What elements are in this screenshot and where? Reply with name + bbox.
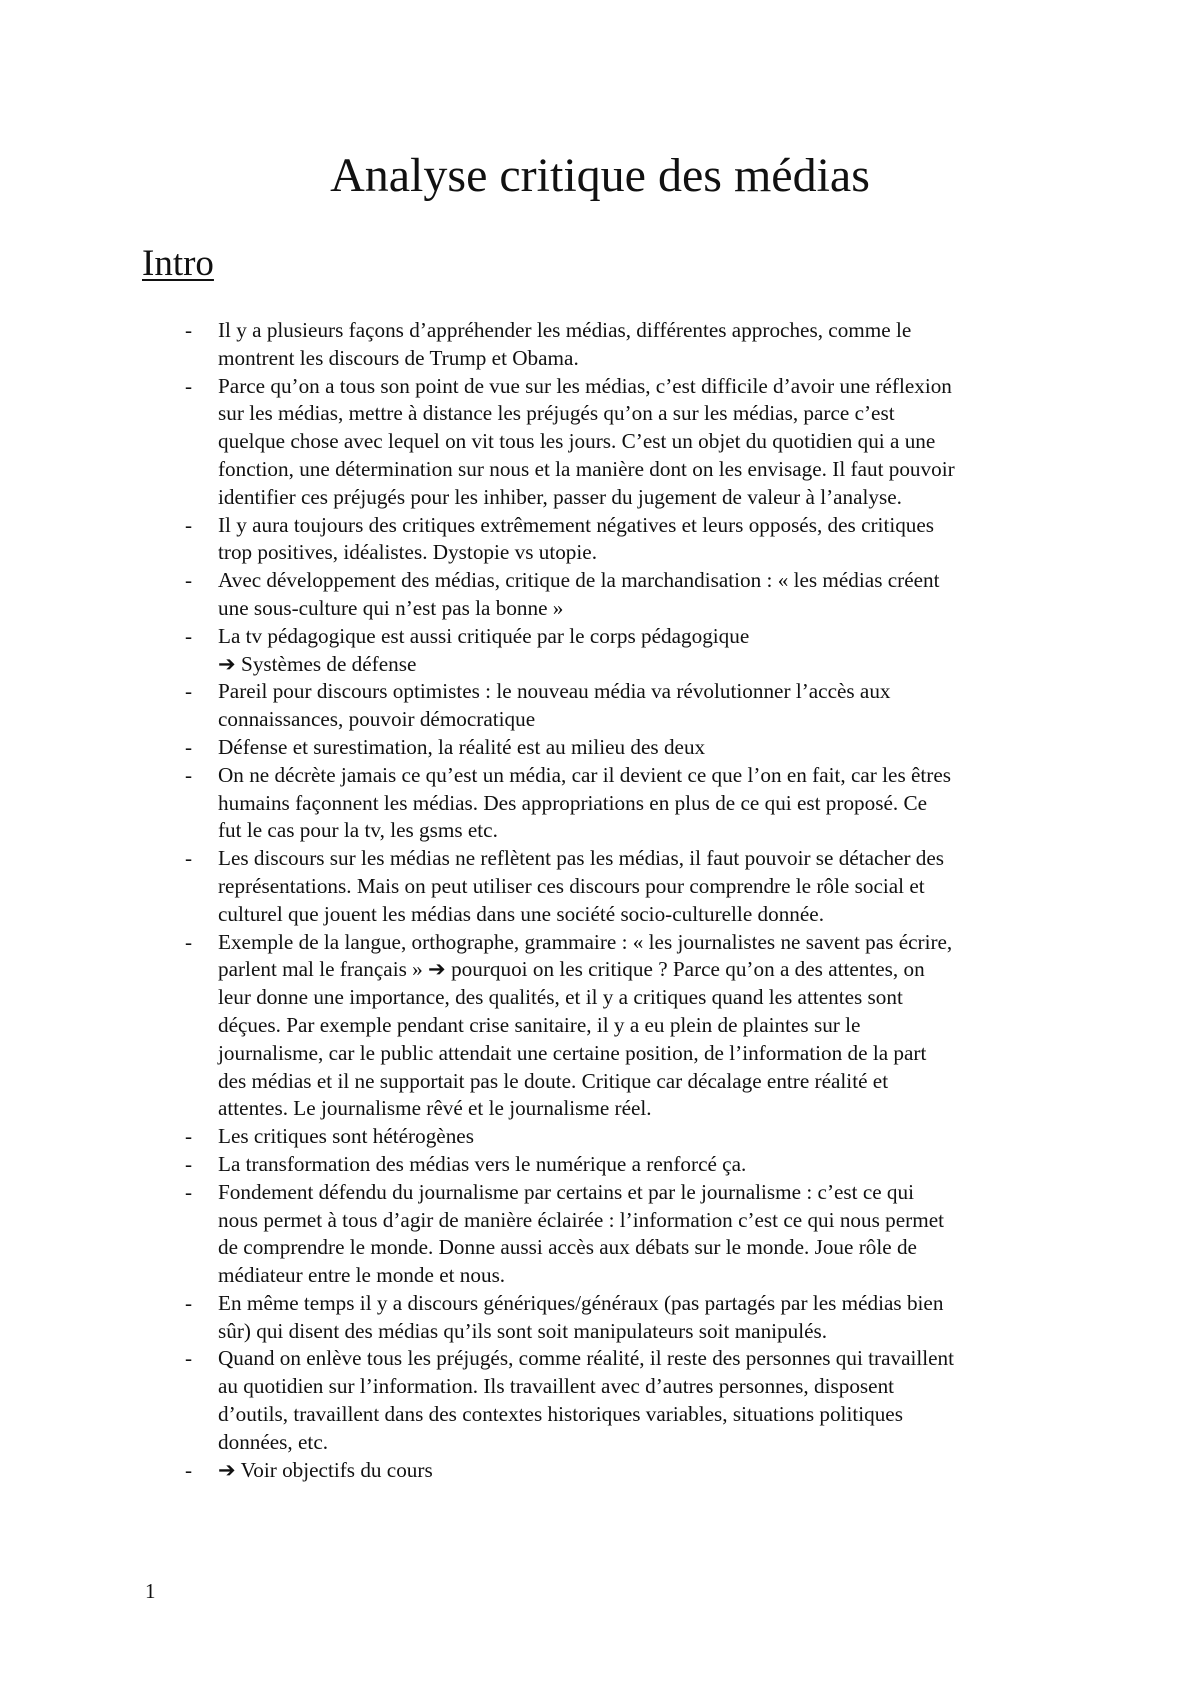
- bullet-line: La transformation des médias vers le numérique a renforcé ça.: [218, 1151, 747, 1176]
- bullet-line: nous permet à tous d’agir de manière éclairée : l’information c’est ce qui nous permet: [218, 1207, 944, 1232]
- bullet-line: Parce qu’on a tous son point de vue sur les médias, c’est difficile d’avoir une réflexion: [218, 373, 952, 398]
- bullet-dash: -: [185, 1151, 193, 1176]
- bullet-line: Pareil pour discours optimistes : le nouveau média va révolutionner l’accès aux: [218, 679, 891, 704]
- bullet-dash: -: [185, 929, 193, 954]
- bullet-dash: -: [185, 1457, 193, 1482]
- bullet-line: On ne décrète jamais ce qu’est un média, car il devient ce que l’on en fait, car les êtres: [218, 762, 951, 787]
- page-title: Analyse critique des médias: [330, 149, 870, 202]
- bullet-line: fut le cas pour la tv, les gsms etc.: [218, 818, 498, 843]
- list-item: [0, 1151, 1080, 1179]
- list-item: [0, 317, 1080, 373]
- bullet-line: En même temps il y a discours génériques/généraux (pas partagés par les médias bien: [218, 1290, 944, 1315]
- bullet-dash: -: [185, 762, 193, 787]
- bullet-dash: -: [185, 373, 193, 398]
- list-item: [0, 1290, 1080, 1346]
- bullet-dash: -: [185, 679, 193, 704]
- bullet-dash: -: [185, 623, 193, 648]
- bullet-line: Il y aura toujours des critiques extrêmement négatives et leurs opposés, des critiques: [218, 512, 935, 537]
- bullet-line: parlent mal le français » ➔ pourquoi on les critique ? Parce qu’on a des attentes, on: [218, 957, 925, 982]
- bullet-line: données, etc.: [218, 1429, 329, 1454]
- bullet-line: Défense et surestimation, la réalité est au milieu des deux: [218, 734, 706, 759]
- bullet-line: Quand on enlève tous les préjugés, comme réalité, il reste des personnes qui travaillent: [218, 1346, 955, 1371]
- list-item: [0, 512, 1080, 568]
- list-item: [0, 1457, 1080, 1485]
- list-item: [0, 623, 1080, 679]
- bullet-line: montrent les discours de Trump et Obama.: [218, 345, 579, 370]
- list-item: [0, 929, 1080, 1124]
- bullet-line: La tv pédagogique est aussi critiquée par le corps pédagogique: [218, 623, 750, 648]
- page-number: 1: [145, 1579, 156, 1603]
- list-item: [0, 734, 1080, 762]
- list-item: [0, 1179, 1080, 1290]
- bullet-dash: -: [185, 846, 193, 871]
- bullet-line: trop positives, idéalistes. Dystopie vs utopie.: [218, 540, 597, 565]
- bullet-line: Fondement défendu du journalisme par certains et par le journalisme : c’est ce qui: [218, 1179, 915, 1204]
- bullet-line: fonction, une détermination sur nous et la manière dont on les envisage. Il faut pouvoir: [218, 456, 955, 481]
- bullet-line: journalisme, car le public attendait une certaine position, de l’information de la part: [218, 1040, 927, 1065]
- bullet-line: ➔ Voir objectifs du cours: [218, 1457, 433, 1482]
- bullet-line: au quotidien sur l’information. Ils travaillent avec d’autres personnes, disposent: [218, 1374, 895, 1399]
- bullet-dash: -: [185, 1179, 193, 1204]
- bullet-line: sur les médias, mettre à distance les préjugés qu’on a sur les médias, parce c’est: [218, 401, 895, 426]
- bullet-dash: -: [185, 1346, 193, 1371]
- bullet-line: Les discours sur les médias ne reflètent pas les médias, il faut pouvoir se détacher des: [218, 846, 945, 871]
- bullet-line: d’outils, travaillent dans des contextes historiques variables, situations politiques: [218, 1402, 903, 1427]
- bullet-line: identifier ces préjugés pour les inhiber, passer du jugement de valeur à l’analyse.: [218, 484, 902, 509]
- bullet-line: Avec développement des médias, critique de la marchandisation : « les médias créent: [218, 568, 940, 593]
- bullet-dash: -: [185, 1124, 193, 1149]
- list-item: [0, 1123, 1080, 1151]
- bullet-line: Il y a plusieurs façons d’appréhender les médias, différentes approches, comme le: [218, 318, 912, 342]
- bullet-line: Exemple de la langue, orthographe, grammaire : « les journalistes ne savent pas écrire,: [218, 929, 953, 954]
- bullet-line: représentations. Mais on peut utiliser ces discours pour comprendre le rôle social et: [218, 873, 925, 898]
- bullet-line: Les critiques sont hétérogènes: [218, 1124, 474, 1149]
- list-item: [0, 567, 1080, 623]
- bullet-line: quelque chose avec lequel on vit tous les jours. C’est un objet du quotidien qui a une: [218, 429, 936, 454]
- bullet-line: déçues. Par exemple pendant crise sanitaire, il y a eu plein de plaintes sur le: [218, 1012, 861, 1037]
- bullet-line: médiateur entre le monde et nous.: [218, 1263, 506, 1288]
- bullet-line: connaissances, pouvoir démocratique: [218, 707, 536, 732]
- bullet-line: humains façonnent les médias. Des appropriations en plus de ce qui est proposé. Ce: [218, 790, 928, 815]
- bullet-line: culturel que jouent les médias dans une société socio-culturelle donnée.: [218, 901, 824, 926]
- bullet-line: de comprendre le monde. Donne aussi accès aux débats sur le monde. Joue rôle de: [218, 1235, 917, 1260]
- bullet-dash: -: [185, 1290, 193, 1315]
- bullet-dash: -: [185, 512, 193, 537]
- bullet-list: [0, 317, 1200, 1484]
- bullet-line: leur donne une importance, des qualités, et il y a critiques quand les attentes sont: [218, 985, 903, 1010]
- bullet-dash: -: [185, 318, 193, 342]
- bullet-line: sûr) qui disent des médias qu’ils sont soit manipulateurs soit manipulés.: [218, 1318, 828, 1343]
- list-item: [0, 1345, 1080, 1456]
- section-heading-intro: Intro: [142, 243, 214, 284]
- list-item: [0, 678, 1080, 734]
- bullet-dash: -: [185, 734, 193, 759]
- list-item: [0, 845, 1080, 928]
- list-item: [0, 762, 1080, 845]
- list-item: [0, 373, 1080, 512]
- bullet-dash: -: [185, 568, 193, 593]
- bullet-line: ➔ Systèmes de défense: [218, 651, 417, 676]
- bullet-line: attentes. Le journalisme rêvé et le journalisme réel.: [218, 1096, 652, 1121]
- bullet-line: des médias et il ne supportait pas le doute. Critique car décalage entre réalité et: [218, 1068, 889, 1093]
- bullet-line: une sous-culture qui n’est pas la bonne »: [218, 595, 564, 620]
